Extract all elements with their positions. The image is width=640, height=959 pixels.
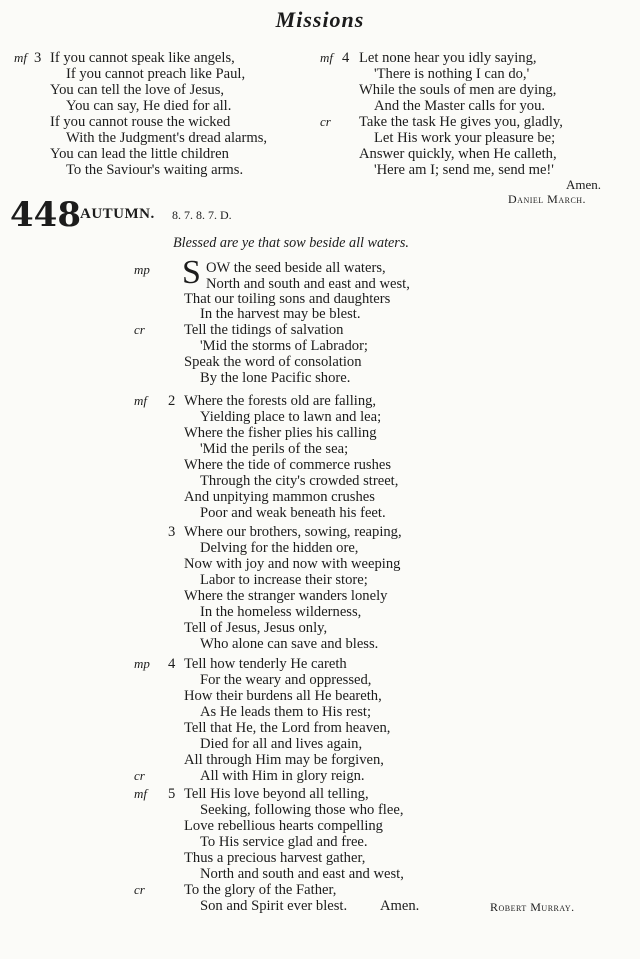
verse-line: All with Him in glory reign. [200, 768, 365, 784]
dynamic-mark: cr [134, 882, 145, 897]
verse-line: You can lead the little children [50, 146, 229, 162]
verse-line: If you cannot preach like Paul, [66, 66, 246, 82]
verse-line: As He leads them to His rest; [200, 704, 372, 720]
meter: 8. 7. 8. 7. D. [172, 208, 232, 222]
verse-line: To His service glad and free. [200, 834, 368, 850]
verse-line: You can say, He died for all. [66, 98, 232, 114]
dynamic-mark: mp [134, 656, 150, 671]
verse-line: Where the fisher plies his calling [184, 425, 377, 441]
verse-line: 'Mid the storms of Labrador; [200, 338, 368, 354]
verse-line: North and south and east and west, [200, 866, 404, 882]
verse-line: OW the seed beside all waters, [206, 260, 386, 276]
verse-line: Where our brothers, sowing, reaping, [184, 524, 402, 540]
dynamic-mark: mf [134, 393, 147, 408]
verse-line: To the glory of the Father, [184, 882, 337, 898]
verse-number: 4 [342, 50, 350, 66]
verse-line: Through the city's crowded street, [200, 473, 399, 489]
verse-line: For the weary and oppressed, [200, 672, 372, 688]
verse-number: 4 [168, 656, 176, 672]
dynamic-mark: mf [134, 786, 147, 801]
verse-line: Where the forests old are falling, [184, 393, 377, 409]
verse-line: Tell that He, the Lord from heaven, [184, 720, 391, 736]
verse-line: In the homeless wilderness, [200, 604, 362, 620]
verse-line: If you cannot speak like angels, [50, 50, 235, 66]
verse-line: Labor to increase their store; [200, 572, 368, 588]
verse-line: By the lone Pacific shore. [200, 370, 351, 386]
verse-line: Where the stranger wanders lonely [184, 588, 388, 604]
verse-line: Delving for the hidden ore, [200, 540, 359, 556]
dynamic-mark: cr [134, 322, 145, 337]
hymn-number: 448 [10, 195, 81, 235]
verse-line: To the Saviour's waiting arms. [66, 162, 244, 178]
amen: Amen. [380, 898, 420, 914]
verse-line: If you cannot rouse the wicked [50, 114, 231, 130]
verse-line: 'Here am I; send me, send me!' [374, 162, 554, 178]
verse-line: Answer quickly, when He calleth, [359, 146, 557, 162]
drop-cap: S [182, 254, 201, 291]
verse-number: 2 [168, 393, 176, 409]
page-header: Missions [275, 7, 365, 32]
verse-line: 'Mid the perils of the sea; [200, 441, 349, 457]
epigraph: Blessed are ye that sow beside all waters. [173, 235, 409, 251]
dynamic-mark: mp [134, 262, 150, 277]
verse-number: 5 [168, 786, 176, 802]
verse-line: Tell His love beyond all telling, [184, 786, 369, 802]
verse-line: How their burdens all He beareth, [184, 688, 382, 704]
dynamic-mark: cr [134, 768, 145, 783]
verse-line: Died for all and lives again, [200, 736, 363, 752]
verse-line: Speak the word of consolation [184, 354, 362, 370]
author: Robert Murray. [490, 900, 575, 914]
verse-line: Tell how tenderly He careth [184, 656, 347, 672]
verse-line: Where the tide of commerce rushes [184, 457, 392, 473]
verse-line: In the harvest may be blest. [200, 306, 361, 322]
verse-line: And unpitying mammon crushes [184, 489, 375, 505]
verse-line: North and south and east and west, [206, 276, 410, 292]
verse-line: Seeking, following those who flee, [200, 802, 404, 818]
verse-number: 3 [34, 50, 42, 66]
verse-line: You can tell the love of Jesus, [50, 82, 225, 98]
amen: Amen. [566, 177, 602, 192]
dynamic-mark: mf [320, 50, 333, 65]
author: Daniel March. [508, 192, 587, 206]
verse-line: Take the task He gives you, gladly, [359, 114, 563, 130]
verse-line: Poor and weak beneath his feet. [200, 505, 386, 521]
dynamic-mark: cr [320, 114, 331, 129]
tune-name: AUTUMN. [80, 206, 155, 222]
verse-line: With the Judgment's dread alarms, [66, 130, 268, 146]
verse-line: All through Him may be forgiven, [184, 752, 384, 768]
dynamic-mark: mf [14, 50, 27, 65]
verse-line: That our toiling sons and daughters [184, 291, 391, 307]
verse-line: Love rebellious hearts compelling [184, 818, 383, 834]
verse-line: Tell of Jesus, Jesus only, [184, 620, 328, 636]
verse-line: Son and Spirit ever blest. [200, 898, 348, 914]
verse-line: Let His work your pleasure be; [374, 130, 556, 146]
verse-line: Let none hear you idly saying, [359, 50, 537, 66]
verse-line: Thus a precious harvest gather, [184, 850, 366, 866]
verse-line: Who alone can save and bless. [200, 636, 379, 652]
verse-line: And the Master calls for you. [374, 98, 546, 114]
verse-line: Tell the tidings of salvation [184, 322, 344, 338]
verse-line: Yielding place to lawn and lea; [200, 409, 382, 425]
verse-line: While the souls of men are dying, [359, 82, 557, 98]
verse-line: 'There is nothing I can do,' [374, 66, 530, 82]
verse-number: 3 [168, 524, 176, 540]
verse-line: Now with joy and now with weeping [184, 556, 401, 572]
